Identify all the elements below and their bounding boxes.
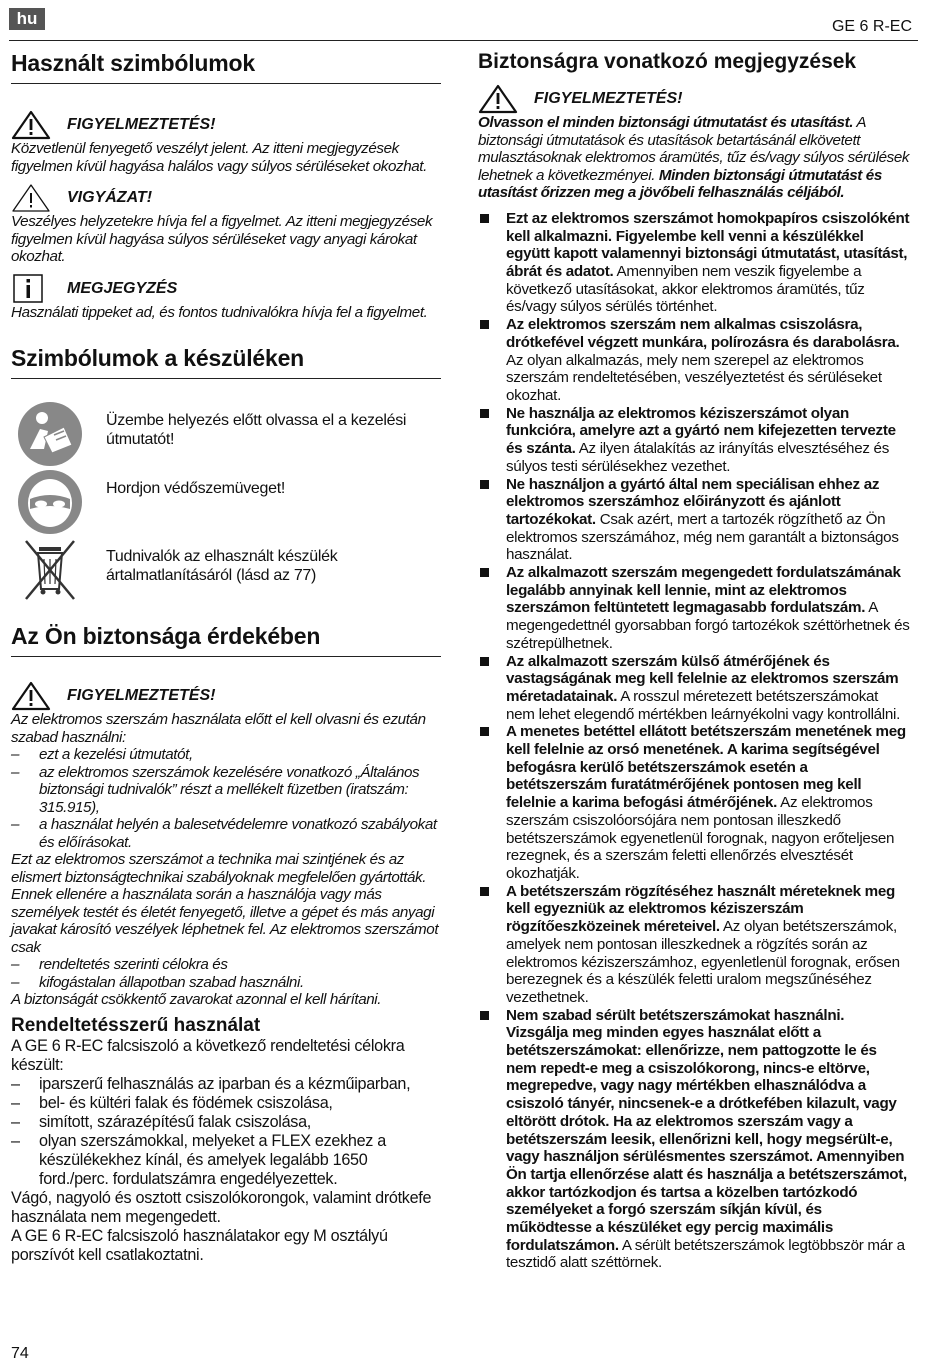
symbols-title: Használt szimbólumok [11, 50, 441, 84]
bullet-text: Az olyan alkalmazás, mely nem szerepel az elektromos szerszám rendeltetésében, veszélyeztetést és sérüléseket okozhat. [506, 351, 882, 404]
list-item [478, 653, 910, 724]
safety-warning-label: FIGYELMEZTETÉS! [67, 687, 216, 704]
safety-intro: Az elektromos szerszám használata előtt el kell olvasni és ezután szabad használni: [11, 711, 426, 746]
header-rule [9, 40, 918, 41]
safety-title: Az Ön biztonsága érdekében [11, 623, 441, 657]
bullet-bold: Ne használja az elektromos kéziszerszámot olyan funkcióra, amelyre azt a gyártó nem kifejezetten tervezte és szánta. [506, 404, 896, 458]
info-icon [11, 274, 51, 304]
symbol-text-manual: Üzembe helyezés előtt olvassa el a kezelési útmutatót! [106, 412, 407, 448]
bullet-bold: Nem szabad sérült betétszerszámokat használni. Vizsgálja meg minden egyes használat előtt a betétszerszámokat: ellenőrizze, nem pattogzotte le és nem repedt-e meg a csiszolókorong, nincs-e eltörve, megrepedve, vagy nagy mértékben elhasználódva a csiszoló tányér, nincsenek-e a drótkefében kilazult, vagy eltörött drótok. Ha az elektromos szerszám vagy a betétszerszám leesik, ellenőrizni kell, hogy megsérült-e, vagy használjon sérülésmentes szerszámot. Amennyiben Ön tartja ellenőrzése alatt és használja a betétszerszámot, akkor tartózkodjon és tartsa a közelben tartózkodó személyeket a forgó szerszám síkján kívül, és működtesse a készüléket egy percig maximális fordulatszámon. [506, 1006, 907, 1254]
right-warning-signal [478, 84, 910, 114]
safety-notes-title: Biztonságra vonatkozó megjegyzések [478, 50, 857, 73]
bullet-text: Csak azért, mert a tartozék rögzíthető az Ön elektromos szerszámához, még nem garantált a biztonságos használat. [506, 510, 899, 564]
safety-para-3: A biztonságát csökkentő zavarokat azonnal el kell hárítani. [11, 991, 382, 1008]
bullet-text: Az ilyen átalakítás az irányítás elvesztéséhez és súlyos testi sérülésekhez vezethet. [506, 440, 889, 475]
warning-label: FIGYELMEZTETÉS! [67, 116, 216, 133]
note-label: MEGJEGYZÉS [67, 279, 178, 297]
right-intro [478, 114, 910, 202]
right-column [478, 50, 910, 1272]
device-symbols-title: Szimbólumok a készüléken [11, 345, 441, 379]
list-item [478, 476, 910, 565]
intro-bold: Olvasson el minden biztonsági útmutatást és utasítást. [478, 114, 854, 131]
language-badge: hu [9, 8, 45, 30]
bullet-bold: A betétszerszám rögzítéséhez használt méreteknek meg kell egyezniük az elektromos kéziszerszám rögzítőeszközeinek méreteivel. [506, 882, 895, 936]
intended-use-body [11, 1037, 441, 1265]
intro-bold-2: Minden biztonsági útmutatást és utasítást őrizzen meg a jövőbeli felhasználás céljából. [478, 166, 882, 202]
note-text: Használati tippeket ad, és fontos tudnivalókra hívja fel a figyelmet. [11, 303, 428, 321]
intro-text: A biztonsági útmutatások és utasítások betartásánál elkövetett mulasztásoknak elektromos áramütés, tűz és/vagy súlyos sérülések lehetnek a következményei. [478, 114, 910, 184]
list-item: – rendeltetés szerinti célokra és [11, 956, 441, 974]
intended-para-1: Vágó, nagyoló és osztott csiszolókorongok, valamint drótkefe használata nem megengedett. [11, 1188, 432, 1226]
list-item [478, 405, 910, 476]
safety-warning-signal [11, 681, 441, 711]
bullet-bold: Az alkalmazott szerszám megengedett fordulatszámának legalább annyinak kell lennie, mint az elektromos szerszámon feltüntetett legmagasabb fordulatszám. [506, 564, 901, 617]
list-item [478, 564, 910, 653]
list-item: – ezt a kezelési útmutatót, [11, 746, 441, 764]
bullet-text: Az elektromos szerszám csiszolóorsójára nem pontosan illeszkedő betétszerszámok egyenetlenül forognak, nagyon erőteljesen rezegnek, és a szerszám feletti ellenőrzés elvesztését okozhatják. [506, 794, 895, 882]
list-item: – simított, szárazépítésű falak csiszolása, [11, 1113, 441, 1132]
symbol-row-disposal [11, 537, 441, 603]
safety-bullets [478, 210, 910, 1272]
model-name: GE 6 R-EC [831, 18, 912, 35]
list-item [478, 883, 910, 1007]
safety-para-2: Ennek ellenére a használata során a használója vagy más személyek testét és életét fenyegető, illetve a gépet és más anyagi javakat károsító veszélyek léphetnek fel. Az elektromos szerszámot csak [11, 886, 439, 956]
right-warning-label: FIGYELMEZTETÉS! [534, 90, 683, 107]
warning-text: Közvetlenül fenyegető veszélyt jelent. Az itteni megjegyzések figyelmen kívül hagyása halálos vagy súlyos sérüléseket okozhat. [11, 140, 427, 175]
safety-goggles-icon [14, 469, 86, 535]
safety-warning-body [11, 711, 441, 1009]
list-item [478, 723, 910, 882]
caution-triangle-icon [11, 183, 51, 213]
list-item: – bel- és kültéri falak és födémek csiszolása, [11, 1094, 441, 1113]
warning-signal [11, 110, 441, 140]
note-signal [11, 274, 441, 304]
safety-para-1: Ezt az elektromos szerszámot a technika mai szintjének és az elismert biztonságtechnikai szabályoknak megfelelően gyártották. [11, 851, 427, 886]
intended-para-2: A GE 6 R-EC falcsiszoló használatakor egy M osztályú porszívót kell csatlakoztatni. [11, 1226, 388, 1264]
warning-triangle-icon [478, 84, 518, 114]
bullet-bold: A menetes betéttel ellátott betétszerszám menetének meg kell felelnie az orsó menetének. A karima segítségével befogásra kerülő betétszerszámok esetén a betétszerszám furatátmérőjének pontosen meg kell felelnie a karima befogási átmérőjének. [506, 723, 906, 812]
list-item [478, 316, 910, 405]
list-item [478, 210, 910, 316]
left-column [11, 50, 441, 1265]
symbol-text-disposal: Tudnivalók az elhasznált készülék ártalmatlanításáról (lásd az 77) [106, 548, 338, 584]
intended-intro: A GE 6 R-EC falcsiszoló a következő rendeltetési célokra készült: [11, 1036, 405, 1074]
list-item: – az elektromos szerszámok kezelésére vonatkozó „Általános biztonsági tudnivalók” részt a mellékelt füzetben (iratszám: 315.915), [11, 764, 441, 817]
bullet-bold: Az elektromos szerszám nem alkalmas csiszolásra, drótkefével végzett munkára, polírozásra és darabolásra. [506, 316, 900, 351]
bullet-text: A rosszul méretezett betétszerszámokat nem lehet elegendő mértékben leárnyékolni vagy kontrollálni. [506, 687, 900, 723]
bullet-bold: Ne használjon a gyártó által nem speciálisan ehhez az elektromos szerszámhoz előirányzott és ajánlott tartozékokat. [506, 475, 880, 528]
symbol-text-goggles: Hordjon védőszemüveget! [106, 480, 285, 497]
list-item: – iparszerű felhasználás az iparban és a kézműiparban, [11, 1075, 441, 1094]
intended-list [11, 1075, 441, 1189]
bullet-text: Az olyan betétszerszámok, amelyek nem pontosan illeszkednek a rögzítés során az elektromos kéziszerszámhoz, egyenletlenül forognak, erősen berezegnek és a készülék feletti uralom megszűnéséhez vezethetnek. [506, 918, 900, 1006]
bullet-text: A sérült betétszerszámok legtöbbször már a tesztidő alatt széttörnek. [506, 1236, 905, 1272]
warning-triangle-icon [11, 681, 51, 711]
list-item: – kifogástalan állapotban szabad használni. [11, 974, 441, 992]
bullet-bold: Ezt az elektromos szerszámot homokpapíros csiszolóként kell alkalmazni. Figyelembe kell venni a készülékkel együtt kapott valamennyi biztonsági útmutatást, utasítást, ábrát és adatot. [506, 209, 910, 281]
caution-signal [11, 183, 441, 213]
crossed-bin-icon [14, 537, 86, 603]
caution-text: Veszélyes helyzetekre hívja fel a figyelmet. Az itteni megjegyzések figyelmen kívül hagyása súlyos sérüléseket vagy anyagi károkat okozhat. [11, 213, 433, 265]
caution-label: VIGYÁZAT! [67, 189, 153, 206]
safety-use-list [11, 956, 441, 991]
intended-use-title: Rendeltetésszerű használat [11, 1014, 261, 1036]
read-manual-icon [14, 401, 86, 467]
list-item: – olyan szerszámokkal, melyeket a FLEX ezekhez a készülékekhez kínál, és amelyek legalább 1650 ford./perc. fordulatszámra engedélyezettek. [11, 1132, 441, 1189]
symbol-row-manual [11, 401, 441, 467]
bullet-text: A megengedettnél gyorsabban forgó tartozékok széttörhetnek és szétrepülhetnek. [506, 599, 910, 652]
safety-read-list [11, 746, 441, 851]
bullet-bold: Az alkalmazott szerszám külső átmérőjének és vastagságának meg kell felelnie az elektromos szerszám méretadatainak. [506, 652, 899, 705]
symbol-row-goggles [11, 469, 441, 535]
list-item: – a használat helyén a balesetvédelemre vonatkozó szabályokat és előírásokat. [11, 816, 441, 851]
list-item [478, 1007, 910, 1273]
bullet-text: Amennyiben nem veszik figyelembe a következő utasításokat, akkor elektromos áramütés, tűz és/vagy súlyos sérülés történhet. [506, 263, 865, 316]
warning-triangle-icon [11, 110, 51, 140]
page-number: 74 [11, 1345, 29, 1362]
